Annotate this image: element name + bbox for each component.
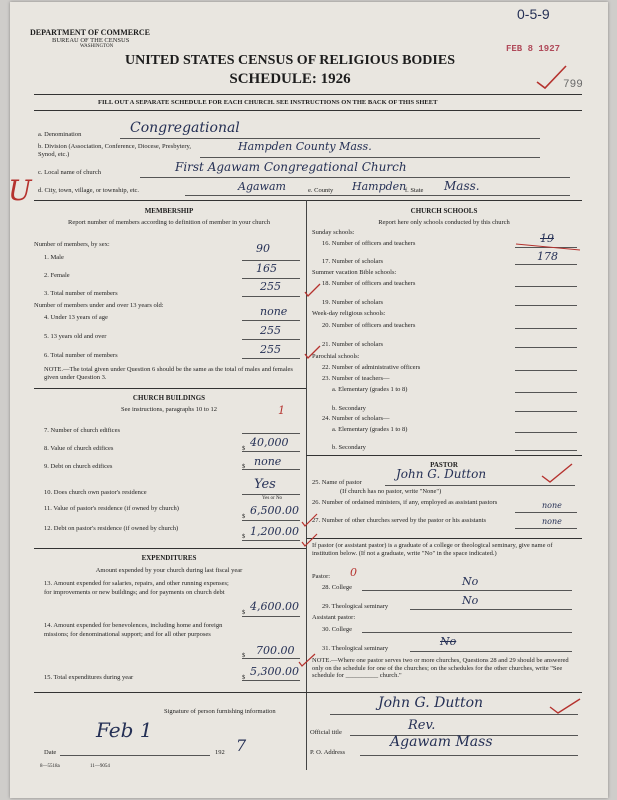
membership-intro: Report number of members according to definition of member in your church: [68, 219, 270, 226]
membership-title: MEMBERSHIP: [144, 207, 194, 215]
q10-label: 10. Does church own pastor's residence: [44, 489, 147, 496]
bureau-name: BUREAU OF THE CENSUS: [52, 37, 130, 44]
q31-value[interactable]: No: [440, 635, 457, 648]
q27-label: 27. Number of other churches served by the pastor or his assistants: [312, 517, 487, 524]
q2-value[interactable]: 165: [256, 262, 277, 275]
received-date-stamp: FEB 8 1927: [506, 44, 561, 54]
q11-value[interactable]: 6,500.00: [250, 504, 299, 517]
po-address-label: P. O. Address: [310, 749, 346, 756]
check-mark: [550, 699, 580, 713]
expenditures-sub: Amount expended by your church during last fiscal year: [95, 567, 243, 574]
local-name-label: c. Local name of church: [38, 169, 101, 176]
q16-value[interactable]: 19: [540, 232, 554, 245]
summer-label: Summer vacation Bible schools:: [312, 269, 397, 276]
date-label: Date: [44, 749, 57, 756]
q27-value[interactable]: none: [542, 517, 562, 526]
denomination-label: a. Denomination: [38, 131, 82, 138]
q13-value[interactable]: 4,600.00: [250, 600, 299, 613]
q29-value[interactable]: No: [462, 594, 479, 607]
q7-label: 7. Number of church edifices: [44, 427, 120, 434]
q17-label: 17. Number of scholars: [322, 258, 384, 265]
check-mark: [305, 346, 320, 358]
pastor-title: PASTOR: [430, 461, 458, 469]
schools-title: CHURCH SCHOOLS: [410, 207, 478, 215]
age-intro: Number of members under and over 13 years old:: [34, 302, 164, 309]
q8-value[interactable]: 40,000: [250, 436, 289, 449]
check-mark: [537, 66, 566, 88]
strike-mark: [516, 244, 580, 250]
file-number-stamp: 799: [563, 79, 583, 91]
yes-or-no-hint: Yes or No: [262, 496, 283, 501]
check-mark: [542, 464, 572, 482]
pastor-note: NOTE.—Where one pastor serves two or more churches, Questions 28 and 29 should be answered only on the schedule for one of the churches; on the schedules for the other churches, write "See schedule for __________ church.": [312, 657, 569, 679]
form-number: 8—5518a: [40, 764, 60, 769]
q28-value[interactable]: No: [462, 575, 479, 588]
q25-value[interactable]: John G. Dutton: [396, 467, 487, 481]
q18-label: 18. Number of officers and teachers: [322, 280, 416, 287]
buildings-sub: See instructions, paragraphs 10 to 12: [120, 406, 218, 413]
check-mark: [299, 654, 315, 666]
form-title: UNITED STATES CENSUS OF RELIGIOUS BODIES: [124, 53, 455, 68]
q11-label: 11. Value of pastor's residence (if owned by church): [44, 505, 179, 512]
q1-label: 1. Male: [44, 254, 64, 261]
q3-label: 3. Total number of members: [44, 290, 118, 297]
q6-label: 6. Total number of members: [44, 352, 118, 359]
schools-sub: Report here only schools conducted by this church: [378, 219, 510, 226]
q29-label: 29. Theological seminary: [322, 603, 389, 610]
q25-note: (If church has no pastor, write "None"): [340, 488, 442, 495]
q15-value[interactable]: 5,300.00: [250, 665, 299, 678]
q7-value[interactable]: 1: [278, 404, 285, 417]
q17-value[interactable]: 178: [537, 250, 558, 263]
pastor-mark: 0: [350, 566, 357, 579]
q15-label: 15. Total expenditures during year: [44, 674, 134, 681]
check-mark: [302, 534, 317, 546]
date-value[interactable]: Feb 1: [96, 718, 153, 742]
denomination-value[interactable]: Congregational: [130, 120, 240, 136]
q19-label: 19. Number of scholars: [322, 299, 384, 306]
city-name: WASHINGTON: [80, 44, 114, 49]
q6-value[interactable]: 255: [260, 343, 281, 356]
weekday-label: Week-day religious schools:: [312, 310, 386, 317]
graduate-note: If pastor (or assistant pastor) is a graduate of a college or theological seminary, give name of institution below. (If not a graduate, write "No" in the space indicated.): [312, 542, 553, 557]
year-digit[interactable]: 7: [236, 736, 247, 755]
expenditures-title: EXPENDITURES: [141, 554, 197, 562]
q21-label: 21. Number of scholars: [322, 341, 384, 348]
signature-label: Signature of person furnishing information: [164, 708, 276, 715]
census-schedule-sheet: 0-5-9 FEB 8 1927 799 DEPARTMENT OF COMMERCE BUREAU OF THE CENSUS WASHINGTON UNITED STATES CENSUS OF RELIGIOUS BODIES SCHEDULE: 1926 FILL OUT A SEPARATE SCHEDULE FOR EACH CHURCH. SEE INSTRUCTIONS ON THE BACK OF THIS SHEET a. Denomination Congregational b. Division (Association, Conference, Diocese, Presbytery, Synod, etc.) Hampden County Mass. c. Local name of church First Agawam Congregational Church d. City, town, village, or township, etc. Agawam e. County Hampden f. State Mass. U MEMBERSHIP Report number of members according to definition of member in your church Number of members, by sex: 1. Male 90 2. Female 165 3. Total number of members 255 Number of members under and over 13 years old: 4. Under 13 years of age none 5. 13 years old and over 255 6. Total number of members 255 NOTE.—The total given under Question 6 should be the same as the total of males and females given under Question 3. CHURCH BUILDINGS See instructions, paragraphs 10 to 12 7. Number of church edifices 1 8. Value of church edifices $ 40,000 9. Debt on church edifices $ none 10. Does church own pastor's residence Yes Yes or No 11. Value of pastor's residence (if owned by church) $ 6,500.00 12. Debt on pastor's residence (if owned by church) $ 1,200.00 EXPENDITURES Amount expended by your church during last fiscal year 13. Amount expended for salaries, repairs, and other running expenses; for improvements or new buildings; and for payments on church debt $ 4,600.00 14. Amount expended for benevolences, including home and foreign missions; for denominational support; and for all other purposes $ 700.00 15. Total expenditures during year $ 5,300.00 CHURCH SCHOOLS Report here only schools conducted by this church Sunday schools: 16. Number of officers and teachers 19 17. Number of scholars 178 Summer vacation Bible schools: 18. Number of officers and teachers 19. Number of scholars Week-day religious schools: 20. Number of officers and teachers 21. Number of scholars Parochial schools: 22. Number of administrative officers 23. Number of teachers— a. Elementary (grades 1 to 8) b. Secondary 24. Number of scholars— a. Elementary (grades 1 to 8) b. Secondary PASTOR 25. Name of pastor John G. Dutton (If church has no pastor, write "None") 26. Number of ordained ministers, if any, employed as assistant pastors none 27. Number of other churches served by the pastor or his assistants none If pastor (or assistant pastor) is a graduate of a college or theological seminary, give name of institution below. (If not a graduate, write "No" in the space indicated.) Pastor: 0 28. College No 29. Theological seminary No Assistant pastor: 30. College 31. Theological seminary No NOTE.—Where one pastor serves two or more churches, Questions 28 and 29 should be answered only on the schedule for one of the churches; on the schedules for the other churches, write "See schedule for __________ church." Signature of person furnishing information John G. Dutton Official title Rev. Date Feb 1 192 7 P. O. Address Agawam Mass 8—5518a 11—9054: [10, 2, 608, 798]
official-title-value[interactable]: Rev.: [408, 718, 436, 733]
assistant-subhead: Assistant pastor:: [312, 614, 356, 621]
signature-value[interactable]: John G. Dutton: [378, 695, 484, 711]
membership-note: NOTE.—The total given under Question 6 should be the same as the total of males and females given under Question 3.: [44, 366, 293, 381]
po-address-value[interactable]: Agawam Mass: [390, 734, 493, 750]
q23a-label: a. Elementary (grades 1 to 8): [332, 386, 408, 393]
local-name-value[interactable]: First Agawam Congregational Church: [175, 160, 407, 174]
q30-label: 30. College: [322, 626, 352, 633]
check-marks-overlay: [10, 2, 608, 798]
check-mark: [302, 514, 317, 526]
q28-label: 28. College: [322, 584, 352, 591]
q23b-label: b. Secondary: [332, 405, 366, 412]
q12-value[interactable]: 1,200.00: [250, 525, 299, 538]
q9-label: 9. Debt on church edifices: [44, 463, 113, 470]
q26-value[interactable]: none: [542, 501, 562, 510]
q3-value[interactable]: 255: [260, 280, 281, 293]
q24-label: 24. Number of scholars—: [322, 415, 390, 422]
parochial-label: Parochial schools:: [312, 353, 360, 360]
q4-value[interactable]: none: [260, 305, 288, 318]
q20-label: 20. Number of officers and teachers: [322, 322, 416, 329]
q5-label: 5. 13 years old and over: [44, 333, 107, 340]
q26-label: 26. Number of ordained ministers, if any, employed as assistant pastors: [312, 499, 498, 506]
q13-label: 13. Amount expended for salaries, repairs, and other running expenses; for improvements or new buildings; and for payments on church debt: [44, 580, 229, 596]
city-label: d. City, town, village, or township, etc.: [38, 187, 140, 194]
county-label: e. County: [308, 187, 334, 194]
instruction-line: FILL OUT A SEPARATE SCHEDULE FOR EACH CHURCH. SEE INSTRUCTIONS ON THE BACK OF THIS SHEET: [98, 99, 438, 106]
county-value[interactable]: Hampden: [352, 180, 407, 193]
department-name: DEPARTMENT OF COMMERCE: [30, 28, 151, 37]
q16-label: 16. Number of officers and teachers: [322, 240, 416, 247]
check-mark: [305, 284, 320, 296]
year-prefix: 192: [215, 749, 225, 756]
state-value[interactable]: Mass.: [444, 179, 480, 193]
corner-code: 0-5-9: [517, 6, 550, 22]
q24a-label: a. Elementary (grades 1 to 8): [332, 426, 408, 433]
q31-label: 31. Theological seminary: [322, 645, 389, 652]
division-value[interactable]: Hampden County Mass.: [238, 140, 372, 153]
q10-value[interactable]: Yes: [254, 477, 276, 492]
state-label: f. State: [405, 187, 424, 194]
q5-value[interactable]: 255: [260, 324, 281, 337]
buildings-title: CHURCH BUILDINGS: [132, 394, 206, 402]
q25-label: 25. Name of pastor: [312, 479, 362, 486]
form-number-2: 11—9054: [90, 764, 110, 769]
q4-label: 4. Under 13 years of age: [44, 314, 108, 321]
q2-label: 2. Female: [44, 272, 70, 279]
q14-value[interactable]: 700.00: [256, 644, 295, 657]
q22-label: 22. Number of administrative officers: [322, 364, 421, 371]
pastor-subhead: Pastor:: [312, 573, 331, 580]
q14-label: 14. Amount expended for benevolences, including home and foreign missions; for denominational support; and for all other purposes: [44, 622, 223, 638]
by-sex-label: Number of members, by sex:: [34, 241, 110, 248]
q1-value[interactable]: 90: [256, 242, 270, 255]
division-label: b. Division (Association, Conference, Diocese, Presbytery, Synod, etc.): [38, 143, 192, 158]
q9-value[interactable]: none: [254, 455, 282, 468]
q24b-label: b. Secondary: [332, 444, 366, 451]
margin-check-mark: U: [8, 174, 32, 207]
q12-label: 12. Debt on pastor's residence (if owned by church): [44, 525, 179, 532]
sunday-label: Sunday schools:: [312, 229, 355, 236]
city-value[interactable]: Agawam: [238, 180, 286, 193]
official-title-label: Official title: [310, 729, 342, 736]
schedule-title: SCHEDULE: 1926: [229, 71, 351, 87]
q8-label: 8. Value of church edifices: [44, 445, 114, 452]
q23-label: 23. Number of teachers—: [322, 375, 390, 382]
